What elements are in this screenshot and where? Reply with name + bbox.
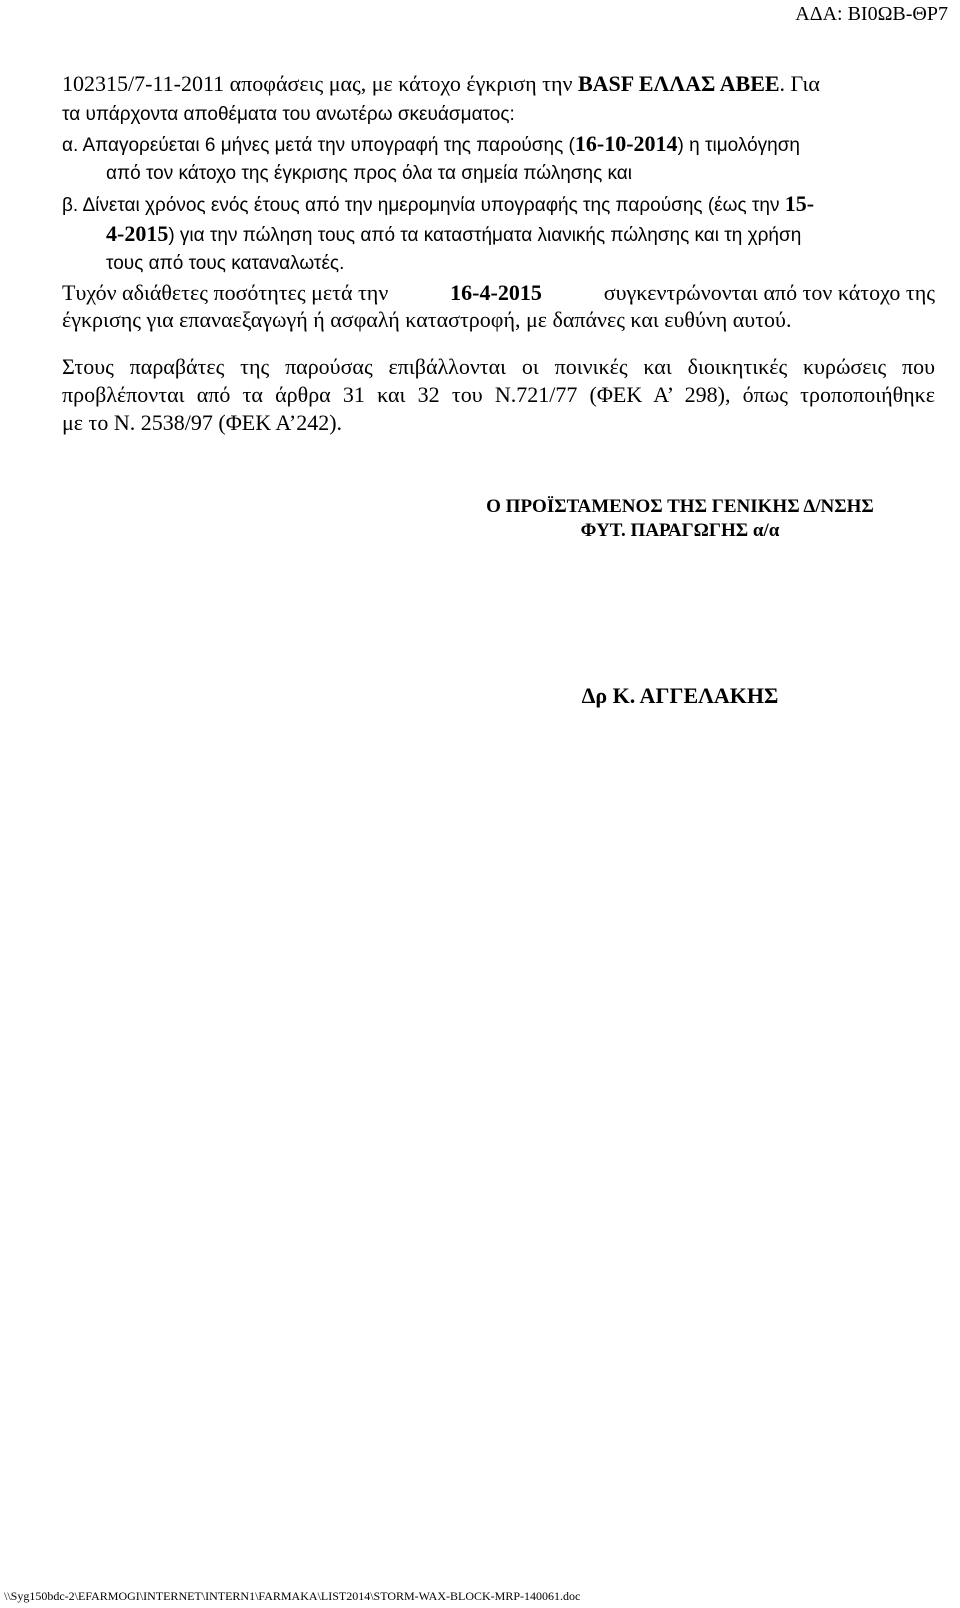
para-3-line-3: με το Ν. 2538/97 (ΦΕΚ Α’242). <box>62 410 343 435</box>
para-2-line-1-pre: Τυχόν αδιάθετες ποσότητες μετά την <box>62 280 394 305</box>
body-line-1-post: . Για <box>779 71 820 96</box>
signature-name: Δρ Κ. ΑΓΓΕΛΑΚΗΣ <box>581 683 779 708</box>
item-b-line-1 <box>62 190 814 220</box>
company-name: BASF ΕΛΛΑΣ ΑΒΕΕ <box>577 71 780 96</box>
item-b-line-1-pre: β. Δίνεται χρόνος ενός έτους από την ημερομηνία υπογραφής της παρούσης (έως την <box>62 195 785 216</box>
date-4-2015-part: 4-2015 <box>106 221 169 246</box>
date-16-4-2015: 16-4-2015 <box>450 280 542 305</box>
ada-code: ΑΔΑ: ΒΙ0ΩΒ-ΘΡ7 <box>795 3 948 25</box>
body-line-1 <box>62 70 820 98</box>
date-16-10-2014: 16-10-2014 <box>574 131 678 156</box>
item-b-line-2 <box>106 220 801 250</box>
item-b-line-2-post: ) για την πώληση τους από τα καταστήματα λιανικής πώλησης και τη χρήση <box>168 225 802 246</box>
para-2-line-1-date-wrap <box>450 279 542 307</box>
para-2-line-1 <box>62 279 935 307</box>
para-2-line-2: έγκρισης για επαναεξαγωγή ή ασφαλή καταστροφή, με δαπάνες και ευθύνη αυτού. <box>62 307 792 332</box>
para-3-line-2: προβλέπονται από τα άρθρα 31 και 32 του Ν.721/77 (ΦΕΚ Α’ 298), όπως τροποποιήθηκε <box>62 382 935 407</box>
para-3-line-1: Στους παραβάτες της παρούσας επιβάλλονται οι ποινικές και διοικητικές κυρώσεις που <box>62 354 935 379</box>
item-b-line-3: τους από τους καταναλωτές. <box>106 253 345 274</box>
item-a-line-1-pre: α. Απαγορεύεται 6 μήνες μετά την υπογραφή της παρούσης ( <box>62 135 575 156</box>
signature-title-line-1: Ο ΠΡΟΪΣΤΑΜΕΝΟΣ ΤΗΣ ΓΕΝΙΚΗΣ Δ/ΝΣΗΣ <box>486 496 874 517</box>
date-15-part: 15- <box>784 191 815 216</box>
body-line-2: τα υπάρχοντα αποθέματα του ανωτέρω σκευάσματος: <box>62 104 515 125</box>
signature-title-line-2: ΦΥΤ. ΠΑΡΑΓΩΓΗΣ α/α <box>580 520 780 541</box>
item-a-line-2: από τον κάτοχο της έγκρισης προς όλα τα σημεία πώλησης και <box>106 163 632 184</box>
file-path-footer: \\Syg150bdc-2\EFARMOGI\INTERNET\INTERN1\FARMAKA\LIST2014\STORM-WAX-BLOCK-MRP-140061.doc <box>4 1589 581 1603</box>
body-line-1-pre: 102315/7-11-2011 αποφάσεις μας, με κάτοχο έγκριση την <box>62 71 578 96</box>
para-2-line-1-post: συγκεντρώνονται από τον κάτοχο της <box>598 280 935 305</box>
item-a-line-1 <box>62 130 800 160</box>
item-a-line-1-post: ) η τιμολόγηση <box>677 135 801 156</box>
